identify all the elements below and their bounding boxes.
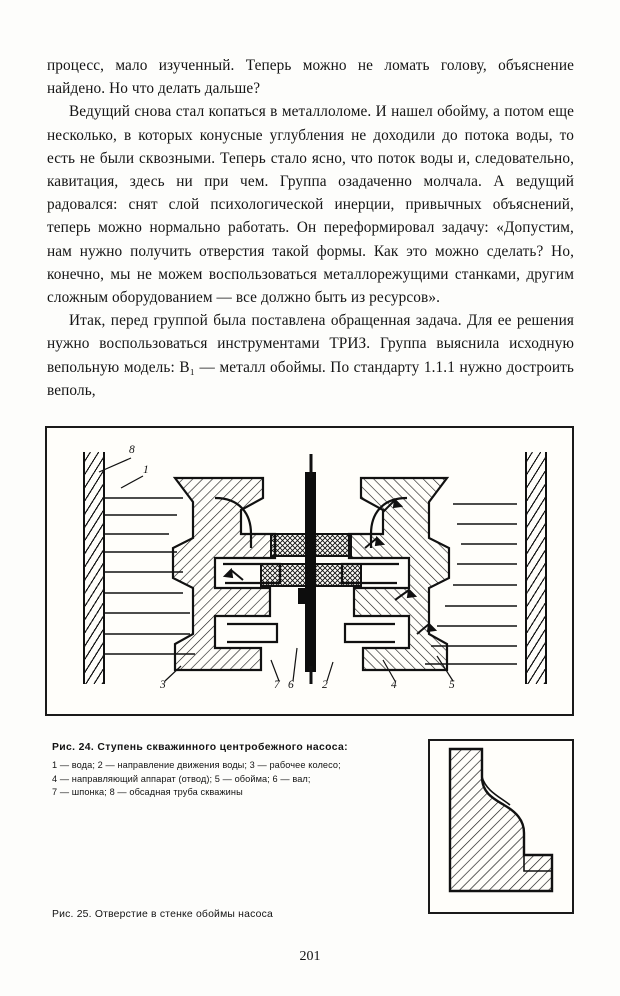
figure-24-legend [52,759,402,799]
page-text [47,54,574,402]
figure-24-legend-line-3: 7 — шпонка; 8 — обсадная труба скважины [52,787,243,798]
paragraph-1: процесс, мало изученный. Теперь можно не ломать голову, объяснение найдено. Но что делать дальше? [47,57,574,98]
pump-shaft [305,472,316,672]
figure-24-drawing [65,438,557,708]
figure-25-caption: Рис. 25. Отверстие в стенке обоймы насоса [52,909,273,920]
figure-24-label-1: 1 [143,464,149,476]
figure-24 [45,426,574,716]
figure-24-label-2: 2 [322,679,328,691]
paragraph-3: Итак, перед группой была поставлена обращенная задача. Для ее решения нужно воспользоваться инструментами ТРИЗ. Группа выяснила исходную вепольную модель: В₁ — металл обоймы. По стандарту 1.1.1 нужно достроить веполь, [47,312,574,399]
wall-cross-section [450,749,552,891]
figure-25 [428,739,574,914]
figure-24-label-8: 8 [129,444,135,456]
page-number: 201 [299,949,321,964]
pump-stage-section-svg [65,438,557,708]
figure-24-label-3: 3 [160,679,166,691]
figure-24-legend-line-2: 4 — направляющий аппарат (отвод); 5 — обойма; 6 — вал; [52,773,311,784]
shaft-key [298,588,306,604]
figure-24-label-6: 6 [288,679,294,691]
figure-24-label-5: 5 [449,679,455,691]
figure-24-label-7: 7 [274,679,280,691]
figure-24-caption-title: Рис. 24. Ступень скважинного центробежного насоса: [52,742,348,753]
paragraph-2: Ведущий снова стал копаться в металлоломе. И нашел обойму, а потом еще несколько, в которых конусные углубления не доходили до потока воды, то есть не были сквозными. Теперь стало ясно, что поток воды и, следовательно, кавитация, здесь ни при чем. Группа озадаченно молчала. А ведущий радовался: снят слой психологической инерции, привычных объяснений, теперь можно нормально работать. Он переформировал задачу: «Допустим, нам нужно получить отверстия такой формы. Как это можно сделать? Но, конечно, мы не можем воспользоваться металлорежущими станками, другим сложным оборудованием — все должно быть из ресурсов». [47,103,574,307]
figure-24-label-4: 4 [391,679,397,691]
figure-24-legend-line-1: 1 — вода; 2 — направление движения воды; 3 — рабочее колесо; [52,760,341,771]
figure-24-caption [52,741,402,800]
hole-in-housing-wall-svg [430,741,572,912]
